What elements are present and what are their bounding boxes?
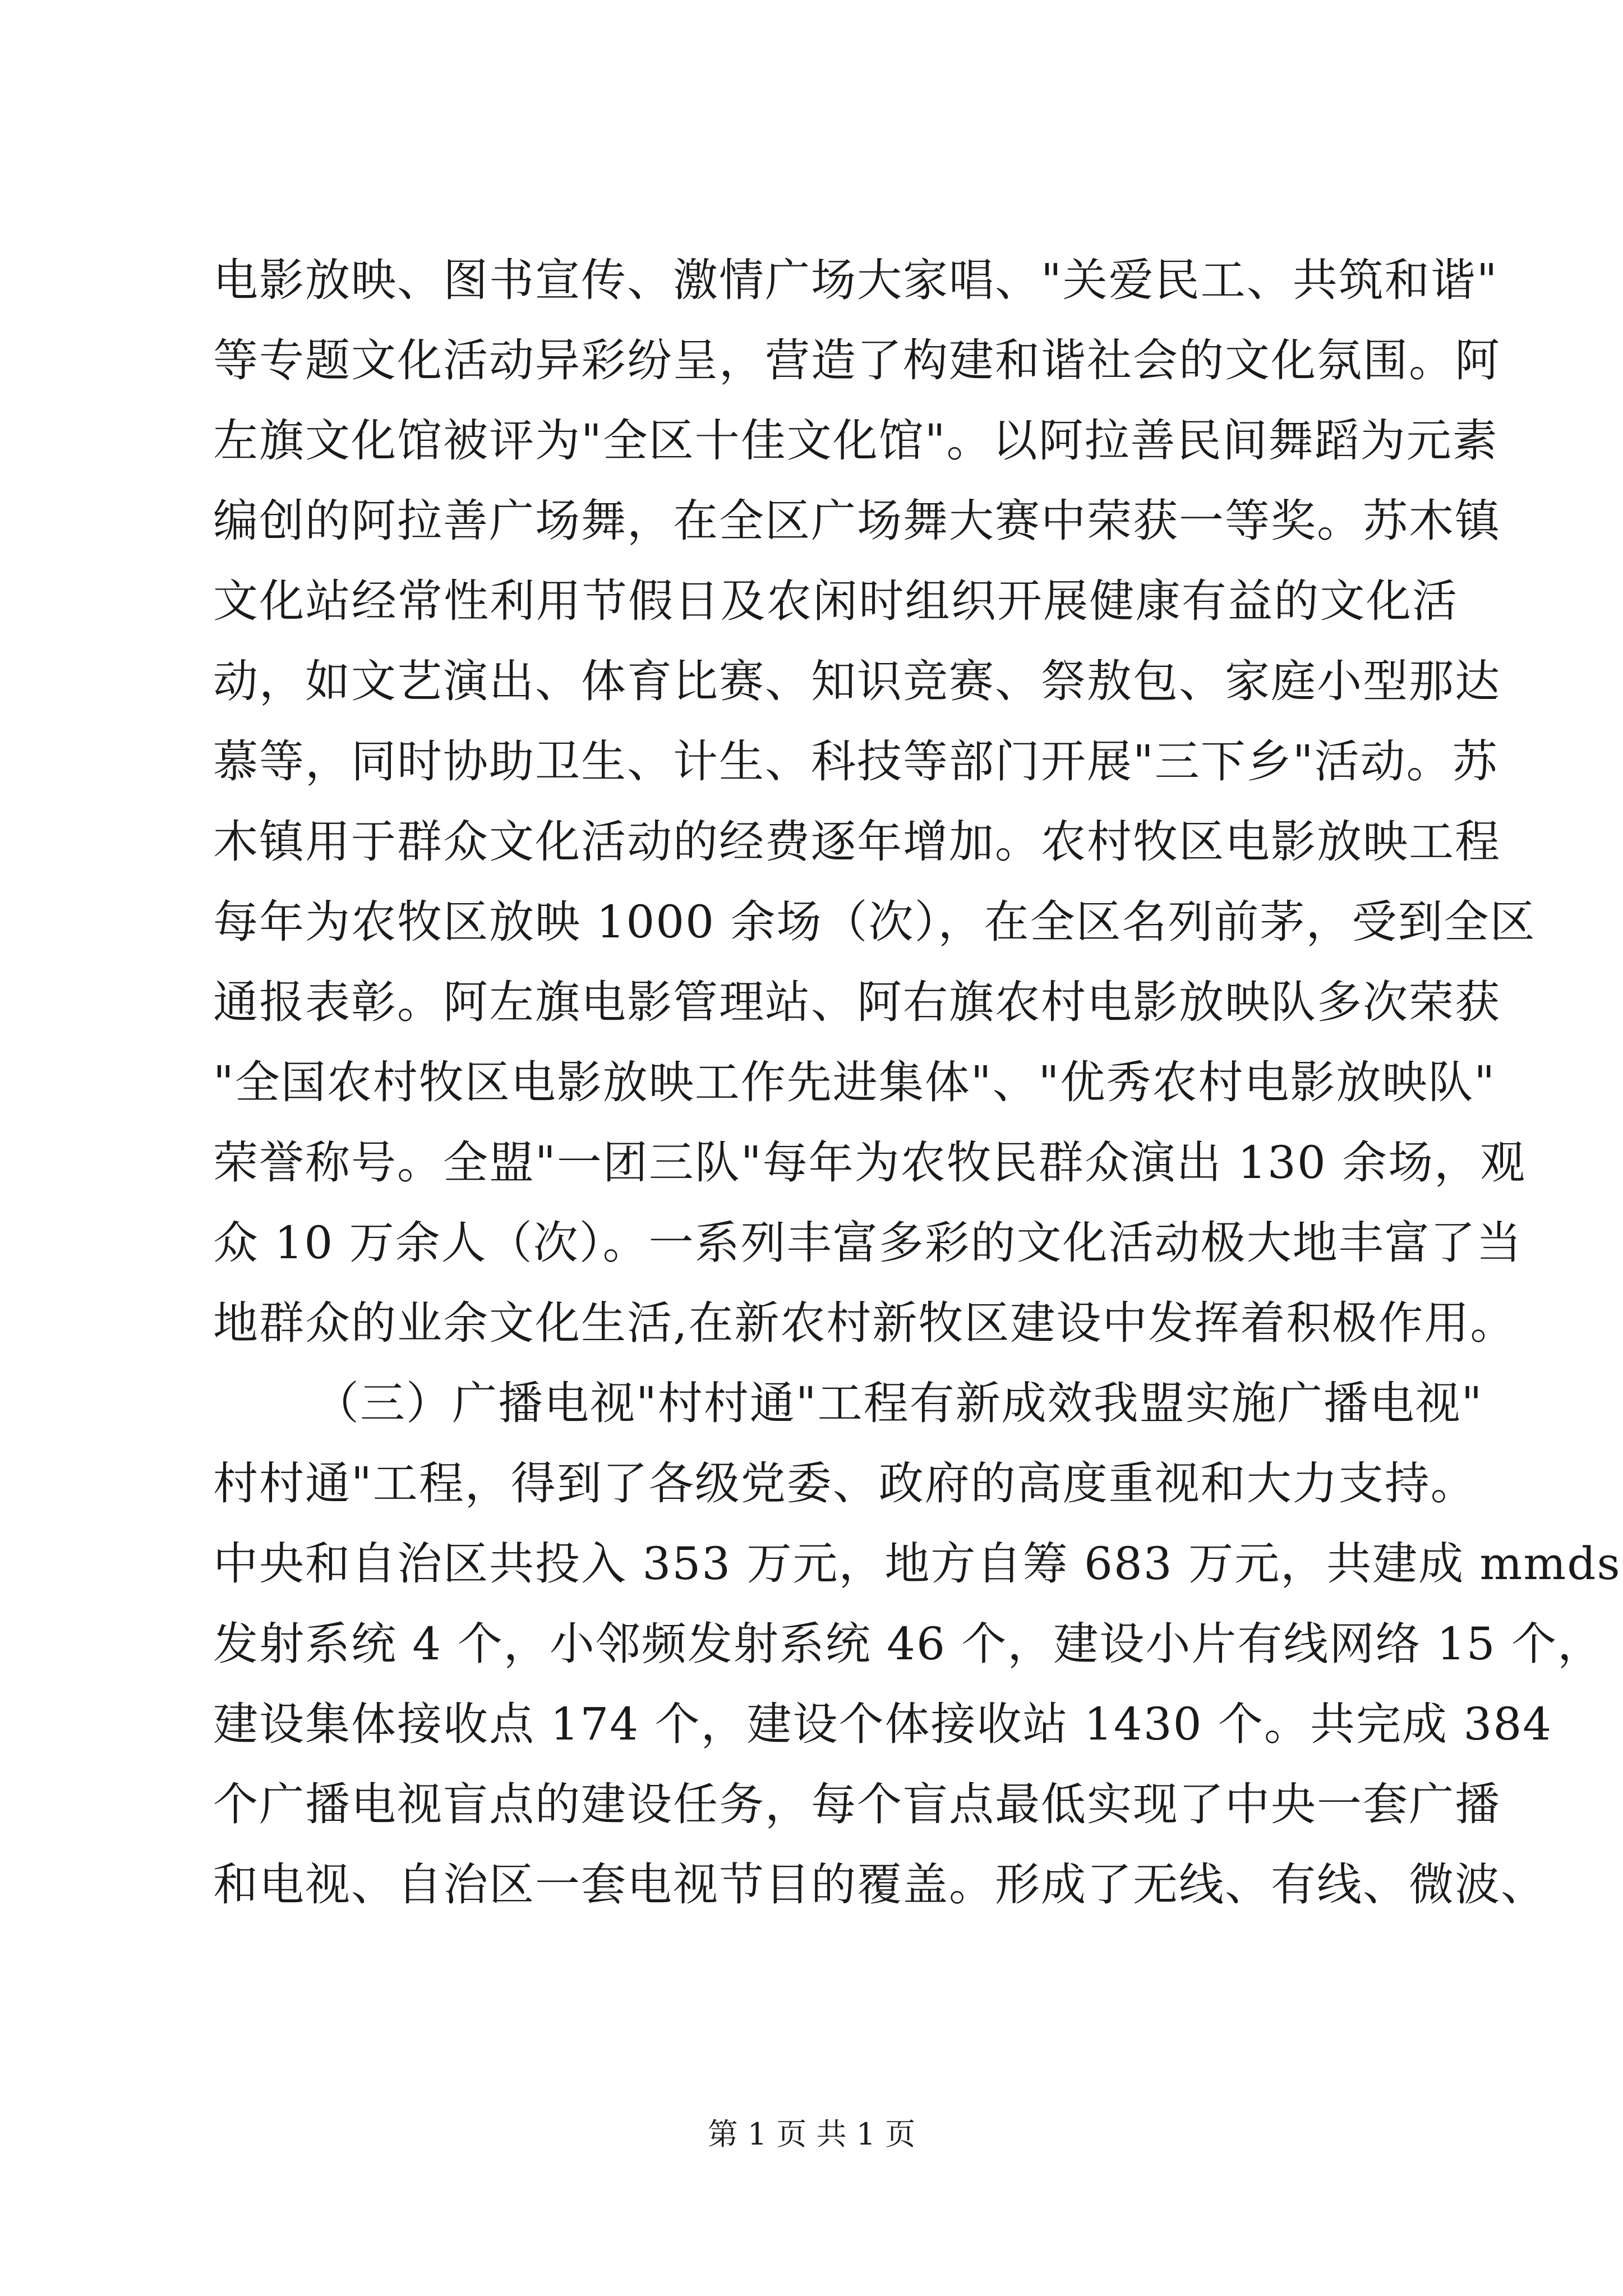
section-heading-line: （三）广播电视"村村通"工程有新成效我盟实施广播电视" [314, 1377, 1483, 1429]
text-line: 编创的阿拉善广场舞，在全区广场舞大赛中荣获一等奖。苏木镇 [213, 495, 1501, 547]
text-line: 电影放映、图书宣传、激情广场大家唱、"关爱民工、共筑和谐" [213, 254, 1498, 306]
text-line: "全国农村牧区电影放映工作先进集体"、"优秀农村电影放映队" [213, 1056, 1496, 1108]
text-line: 中央和自治区共投入 353 万元，地方自筹 683 万元，共建成 mmds [213, 1538, 1621, 1590]
text-line: 建设集体接收点 174 个，建设个体接收站 1430 个。共完成 384 [213, 1698, 1553, 1750]
text-line: 村村通"工程，得到了各级党委、政府的高度重视和大力支持。 [213, 1457, 1477, 1510]
text-line: 木镇用于群众文化活动的经费逐年增加。农村牧区电影放映工程 [213, 816, 1501, 868]
text-line: 左旗文化馆被评为"全区十佳文化馆"。以阿拉善民间舞蹈为元素 [213, 415, 1498, 467]
text-line: 荣誉称号。全盟"一团三队"每年为农牧民群众演出 130 余场，观 [213, 1137, 1527, 1189]
text-line: 等专题文化活动异彩纷呈，营造了构建和谐社会的文化氛围。阿 [213, 334, 1501, 386]
text-line: 慕等，同时协助卫生、计生、科技等部门开展"三下乡"活动。苏 [213, 735, 1498, 788]
text-line: 每年为农牧区放映 1000 余场（次），在全区名列前茅，受到全区 [213, 896, 1536, 948]
text-line: 个广播电视盲点的建设任务，每个盲点最低实现了中央一套广播 [213, 1778, 1501, 1830]
page-footer [0, 2115, 1623, 2154]
page-number: 第 1 页 共 1 页 [707, 2116, 916, 2152]
text-line: 众 10 万余人（次）。一系列丰富多彩的文化活动极大地丰富了当 [213, 1217, 1523, 1269]
text-line: 通报表彰。阿左旗电影管理站、阿右旗农村电影放映队多次荣获 [213, 976, 1501, 1028]
text-line: 地群众的业余文化生活,在新农村新牧区建设中发挥着积极作用。 [213, 1297, 1516, 1349]
text-line: 动，如文艺演出、体育比赛、知识竞赛、祭敖包、家庭小型那达 [213, 655, 1501, 707]
text-line: 发射系统 4 个，小邻频发射系统 46 个，建设小片有线网络 15 个， [213, 1618, 1604, 1670]
text-line: 文化站经常性利用节假日及农闲时组织开展健康有益的文化活 [213, 575, 1458, 627]
document-body [213, 240, 1621, 1925]
text-line: 和电视、自治区一套电视节目的覆盖。形成了无线、有线、微波、 [213, 1858, 1547, 1911]
